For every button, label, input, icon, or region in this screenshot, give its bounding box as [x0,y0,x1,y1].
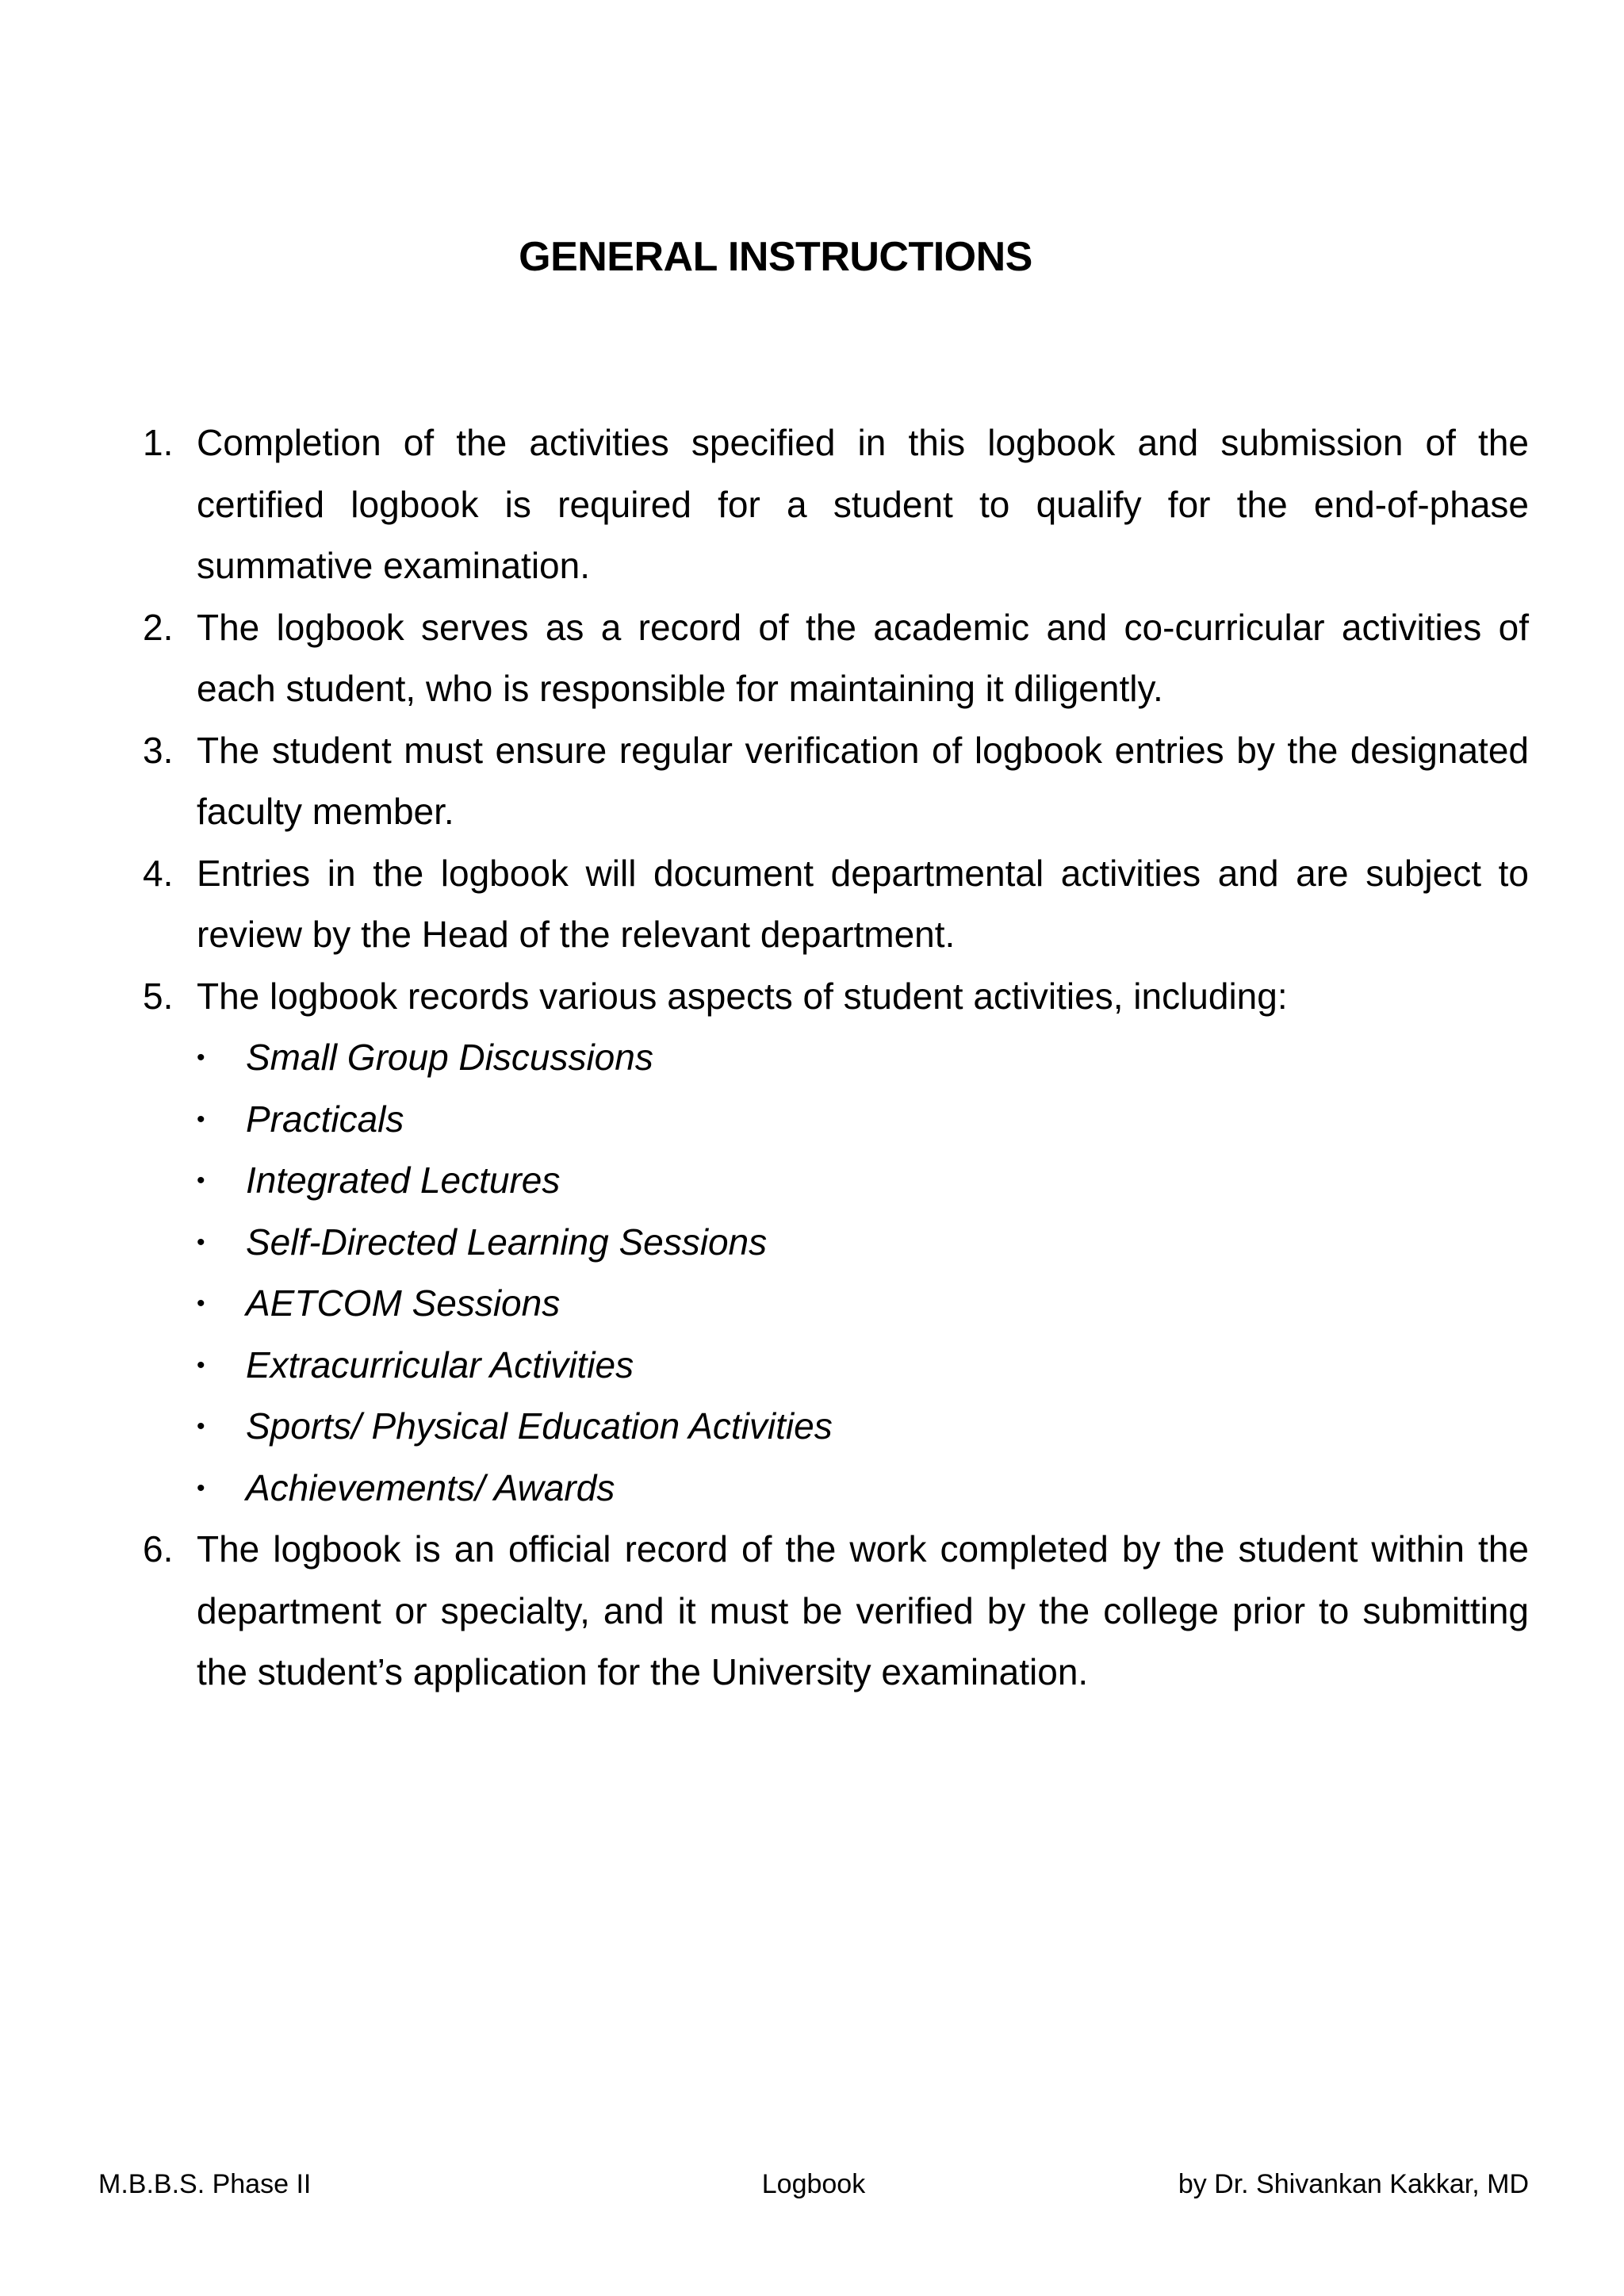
bullet-icon: • [197,1351,205,1378]
instruction-item-3 [143,720,1529,843]
bullet-icon: • [197,1228,205,1255]
instructions-list [143,412,1529,1704]
activity-item [197,1273,1529,1335]
instruction-item-6 [143,1519,1529,1704]
activity-label: Small Group Discussions [246,1037,653,1078]
activity-item [197,1458,1529,1520]
instruction-number: 6. [143,1528,174,1570]
activity-item [197,1089,1529,1151]
page-footer [98,2167,1529,2202]
activity-item [197,1212,1529,1274]
bullet-icon: • [197,1290,205,1317]
bullet-icon: • [197,1413,205,1439]
instruction-text: The logbook records various aspects of student activities, including: [197,975,1288,1017]
instruction-text: Entries in the logbook will document departmental activities and are subject to review by the Head of the relevant department. [197,852,1529,955]
activity-label: Integrated Lectures [246,1159,561,1201]
instruction-text: The logbook serves as a record of the academic and co-curricular activities of each student, who is responsible for maintaining it diligently. [197,606,1529,709]
activities-list [197,1027,1529,1519]
activity-item [197,1027,1529,1089]
activity-item [197,1150,1529,1212]
instruction-item-4 [143,843,1529,966]
instruction-number: 2. [143,606,174,648]
page-title: GENERAL INSTRUCTIONS [519,234,1032,280]
bullet-icon: • [197,1106,205,1133]
bullet-icon: • [197,1167,205,1194]
bullet-icon: • [197,1045,205,1071]
activity-label: Self-Directed Learning Sessions [246,1221,768,1263]
instruction-text: Completion of the activities specified in this logbook and submission of the certified logbook is required for a student to qualify for the end-of-phase summative examination. [197,422,1529,586]
instruction-item-2 [143,597,1529,720]
instruction-number: 1. [143,422,174,463]
instruction-number: 3. [143,729,174,771]
activity-label: Extracurricular Activities [246,1343,634,1386]
footer-doc-name: Logbook [761,2169,866,2199]
instruction-item-1 [143,412,1529,597]
activity-label: Achievements/ Awards [246,1466,615,1508]
instruction-item-5 [143,966,1529,1520]
footer-author: by Dr. Shivankan Kakkar, MD [1178,2169,1529,2199]
bullet-icon: • [197,1474,205,1501]
activity-label: AETCOM Sessions [246,1282,561,1324]
activity-item [197,1335,1529,1397]
instruction-number: 4. [143,852,174,894]
instruction-text: The student must ensure regular verification of logbook entries by the designated faculty member. [197,729,1529,832]
activity-item [197,1396,1529,1458]
activity-label: Practicals [246,1098,404,1140]
instruction-text: The logbook is an official record of the work completed by the student within the department or specialty, and it must be verified by the college prior to submitting the student’s application for the University examination. [197,1528,1529,1692]
footer-course: M.B.B.S. Phase II [98,2169,312,2199]
instruction-number: 5. [143,975,174,1017]
activity-label: Sports/ Physical Education Activities [246,1405,833,1447]
